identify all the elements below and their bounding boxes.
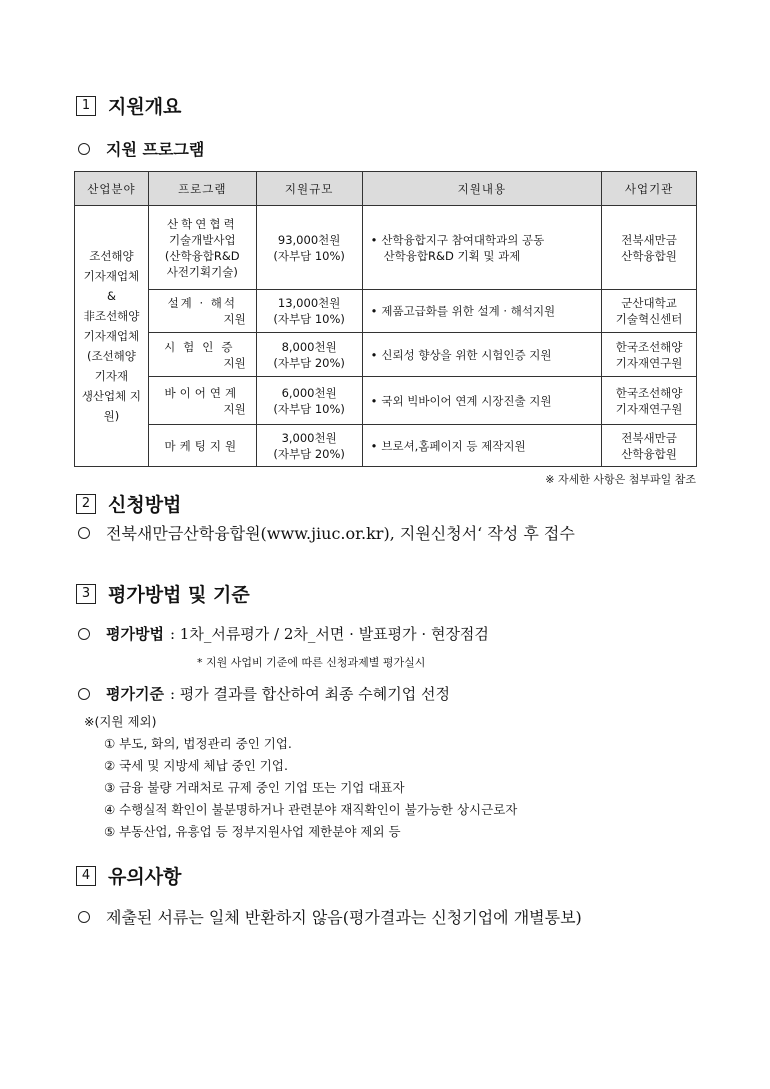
application-text: 전북새만금산학융합원(www.jiuc.or.kr), 지원신청서‘ 작성 후 접수: [106, 524, 575, 543]
content-line: 제품고급화를 위한 설계 · 해석지원: [381, 304, 556, 318]
content-cell: [362, 377, 602, 425]
program-line: 산학연협력: [167, 216, 238, 231]
content-cell: [362, 425, 602, 467]
table-footnote: ※ 자세한 사항은 첨부파일 참조: [545, 473, 696, 486]
table-row: [75, 377, 697, 425]
header-content: 지원내용: [362, 172, 602, 206]
content-line: 산학융합R&D 기획 및 과제: [383, 248, 521, 263]
org-line: 산학융합원: [621, 446, 677, 461]
section-title: 신청방법: [108, 494, 182, 516]
exclusion-item: ③ 금융 불량 거래처로 규제 중인 기업 또는 기업 대표자: [104, 780, 405, 795]
industry-line: 조선해양: [89, 249, 134, 263]
evaluation-method-note: * 지원 사업비 기준에 따른 신청과제별 평가실시: [197, 656, 426, 669]
org-line: 군산대학교: [621, 296, 677, 310]
table-header-row: [75, 172, 697, 206]
section-number-box: 4: [76, 866, 96, 886]
scale-amount: 6,000천원: [281, 385, 337, 400]
circle-bullet-icon: [78, 628, 90, 640]
table-row: [75, 333, 697, 377]
table-row: [75, 206, 697, 290]
scale-cell: [256, 333, 362, 377]
subheading-text: 지원 프로그램: [106, 140, 205, 159]
support-program-heading: [78, 137, 204, 160]
content-line: 산학융합지구 참여대학과의 공동: [381, 232, 545, 247]
scale-self-burden: (자부담 20%): [273, 446, 345, 461]
org-line: 기술혁신센터: [615, 312, 683, 326]
bullet-icon: •: [370, 393, 378, 408]
circle-bullet-icon: [78, 911, 90, 923]
exclusion-heading: ※(지원 제외): [84, 714, 157, 729]
exclusion-item: ④ 수행실적 확인이 불분명하거나 관련분야 재직확인이 불가능한 상시근로자: [104, 802, 518, 817]
program-line: 사전기획기술): [166, 264, 238, 279]
content-cell: [362, 206, 602, 290]
program-cell: [148, 206, 256, 290]
section-number-box: 2: [76, 494, 96, 514]
program-line: 기술개발사업: [168, 232, 236, 247]
scale-cell: [256, 377, 362, 425]
program-line: 설계 · 해석: [167, 296, 237, 310]
org-cell: [602, 425, 697, 467]
evaluation-criteria-line: [78, 683, 450, 704]
org-line: 기자재연구원: [615, 355, 683, 370]
section-title: 평가방법 및 기준: [108, 584, 250, 606]
evaluation-criteria-label: 평가기준: [106, 685, 164, 703]
program-line: 시험인증: [164, 339, 241, 354]
section-4-heading: [76, 862, 181, 889]
evaluation-method-text: : 1차_서류평가 / 2차_서면 · 발표평가 · 현장점검: [169, 625, 489, 643]
notice-text: 제출된 서류는 일체 반환하지 않음(평가결과는 신청기업에 개별통보): [106, 908, 582, 927]
scale-self-burden: (자부담 20%): [273, 355, 345, 370]
header-org: 사업기관: [602, 172, 697, 206]
table-row: [75, 290, 697, 333]
bullet-icon: •: [370, 347, 378, 362]
section-3-heading: [76, 580, 250, 607]
exclusion-item: ⑤ 부동산업, 유흥업 등 정부지원사업 제한분야 제외 등: [104, 824, 401, 839]
industry-line: 기자재: [94, 369, 129, 383]
section-2-heading: [76, 490, 181, 517]
program-line: 지원: [223, 355, 246, 370]
org-line: 한국조선해양: [615, 385, 683, 400]
evaluation-method-line: [78, 623, 489, 644]
content-line: 브로셔,홈페이지 등 제작지원: [381, 438, 526, 453]
program-cell: [148, 333, 256, 377]
org-cell: [602, 290, 697, 333]
bullet-icon: •: [370, 438, 378, 453]
evaluation-method-label: 평가방법: [106, 625, 164, 643]
industry-line: 기자재업체: [83, 329, 140, 343]
scale-amount: 93,000천원: [277, 232, 341, 247]
industry-line: (조선해양: [86, 349, 136, 363]
industry-line: &: [106, 289, 116, 303]
program-line: (산학융합R&D: [164, 248, 240, 263]
org-cell: [602, 333, 697, 377]
program-cell: [148, 377, 256, 425]
section-number-box: 1: [76, 96, 96, 116]
exclusion-item: ① 부도, 화의, 법정관리 중인 기업.: [104, 736, 292, 751]
evaluation-criteria-text: : 평가 결과를 합산하여 최종 수혜기업 선정: [169, 685, 450, 703]
program-line: 바이어연계: [164, 385, 241, 400]
scale-self-burden: (자부담 10%): [273, 248, 345, 263]
section-title: 지원개요: [108, 96, 182, 118]
circle-bullet-icon: [78, 688, 90, 700]
industry-line: 非조선해양: [83, 309, 140, 323]
table-row: [75, 425, 697, 467]
content-line: 국외 빅바이어 연계 시장진출 지원: [381, 393, 552, 408]
scale-cell: [256, 425, 362, 467]
content-line: 신뢰성 향상을 위한 시험인증 지원: [381, 347, 552, 362]
org-cell: [602, 206, 697, 290]
program-line: 지원: [223, 312, 246, 326]
header-scale: 지원규모: [256, 172, 362, 206]
content-cell: [362, 333, 602, 377]
notice-line: [78, 905, 582, 928]
org-line: 한국조선해양: [615, 339, 683, 354]
header-program: 프로그램: [148, 172, 256, 206]
exclusion-item: ② 국세 및 지방세 체납 중인 기업.: [104, 758, 288, 773]
section-number-box: 3: [76, 584, 96, 604]
org-line: 산학융합원: [621, 248, 677, 263]
header-industry: 산업분야: [75, 172, 149, 206]
bullet-icon: •: [370, 304, 378, 318]
scale-cell: [256, 290, 362, 333]
scale-amount: 3,000천원: [281, 430, 337, 445]
circle-bullet-icon: [78, 143, 90, 155]
program-line: 마케팅지원: [164, 438, 241, 453]
industry-line: 생산업체 지원): [81, 389, 142, 423]
application-line: [78, 521, 575, 544]
bullet-icon: •: [370, 232, 378, 247]
org-line: 기자재연구원: [615, 401, 683, 416]
org-cell: [602, 377, 697, 425]
scale-amount: 13,000천원: [277, 296, 341, 310]
scale-cell: [256, 206, 362, 290]
scale-self-burden: (자부담 10%): [273, 401, 345, 416]
program-cell: [148, 290, 256, 333]
section-1-heading: [76, 92, 181, 119]
content-cell: [362, 290, 602, 333]
industry-line: 기자재업체: [83, 269, 140, 283]
industry-cell: [75, 206, 149, 467]
scale-amount: 8,000천원: [281, 339, 337, 354]
program-line: 지원: [223, 401, 246, 416]
section-title: 유의사항: [108, 866, 182, 888]
support-program-table: [74, 171, 697, 467]
org-line: 전북새만금: [621, 430, 677, 445]
circle-bullet-icon: [78, 527, 90, 539]
org-line: 전북새만금: [621, 232, 677, 247]
program-cell: [148, 425, 256, 467]
scale-self-burden: (자부담 10%): [273, 312, 345, 326]
